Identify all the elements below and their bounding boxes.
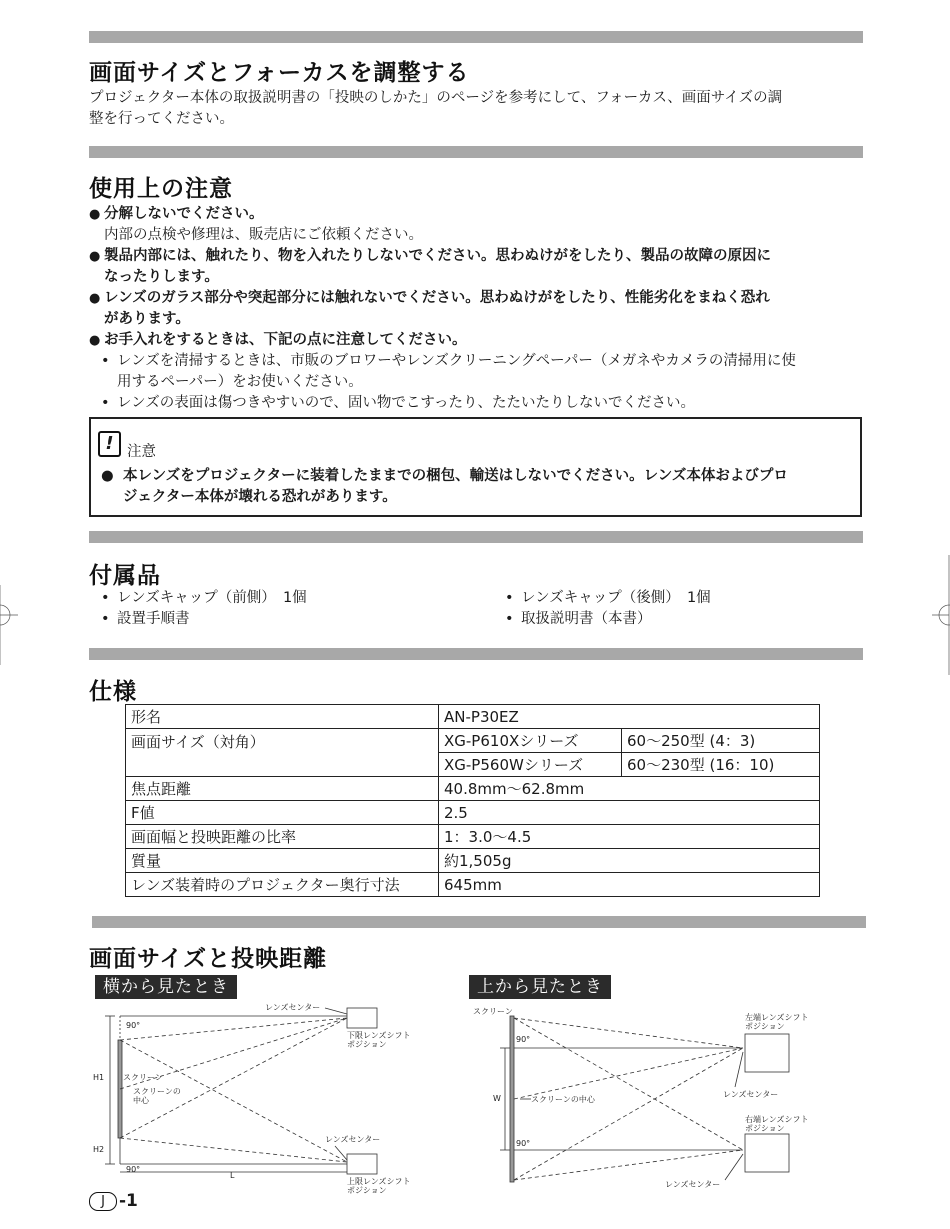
list-item: ● 分解しないでください。 <box>89 204 864 225</box>
table-cell: 質量 <box>126 849 439 873</box>
diagram-label: ポジション <box>745 1022 785 1031</box>
diagram-label: 90° <box>126 1021 141 1030</box>
accessory-item: • レンズキャップ（前側） 1個 <box>89 588 489 609</box>
page-letter: J <box>89 1192 117 1211</box>
caution-label: 注意 <box>127 444 156 460</box>
table-cell: 60〜250型 (4：3) <box>622 729 820 753</box>
accessories-right <box>493 588 863 630</box>
diagram-label: レンズセンター <box>723 1090 779 1099</box>
diagram-label: 下限レンズシフト <box>347 1031 411 1040</box>
list-item: ● お手入れをするときは、下記の点に注意してください。 <box>89 330 864 351</box>
section-title-distance: 画面サイズと投映距離 <box>89 946 328 972</box>
diagram-label: 90° <box>126 1165 141 1174</box>
table-cell: レンズ装着時のプロジェクター奥行寸法 <box>126 873 439 897</box>
section-divider <box>92 916 866 928</box>
diagram-label: 90° <box>516 1139 531 1148</box>
diagram-label: 90° <box>516 1035 531 1044</box>
diagram-label: スクリーンの中心 <box>531 1095 595 1104</box>
top-view-diagram <box>465 1000 825 1195</box>
section-divider <box>89 648 863 660</box>
tag-side-view: 横から見たとき <box>95 975 237 999</box>
table-cell: 60〜230型 (16：10) <box>622 753 820 777</box>
registration-mark-left <box>0 585 20 665</box>
list-item-bullet: • レンズの表面は傷つきやすいので、固い物でこすったり、たたいたりしないでください。 <box>89 393 864 414</box>
table-row <box>126 801 820 825</box>
section-title-focus: 画面サイズとフォーカスを調整する <box>89 60 470 86</box>
diagram-label: ポジション <box>347 1186 387 1195</box>
list-item-sub: 内部の点検や修理は、販売店にご依頼ください。 <box>104 227 423 243</box>
side-view-diagram <box>85 1000 445 1200</box>
table-row <box>126 777 820 801</box>
table-cell: F値 <box>126 801 439 825</box>
diagram-label: レンズセンター <box>265 1003 321 1012</box>
text-line: プロジェクター本体の取扱説明書の「投映のしかた」のページを参考にして、フォーカス、画面サイズの調 <box>89 90 783 106</box>
list-item: ● レンズのガラス部分や突起部分には触れないでください。思わぬけがをしたり、性能劣化をまねく恐れ があります。 <box>89 288 864 330</box>
table-cell: XG-P610Xシリーズ <box>439 729 622 753</box>
exclamation-icon: ! <box>98 431 121 457</box>
diagram-label: レンズセンター <box>665 1180 721 1189</box>
section-divider <box>89 531 863 543</box>
diagram-label: L <box>230 1171 235 1180</box>
table-row <box>126 825 820 849</box>
table-row <box>126 729 820 753</box>
diagram-label: ポジション <box>347 1040 387 1049</box>
table-cell: 画面サイズ（対角） <box>126 729 439 777</box>
accessories-left <box>89 588 489 630</box>
table-cell: AN-P30EZ <box>439 705 820 729</box>
focus-description <box>89 88 864 130</box>
table-cell: 1：3.0〜4.5 <box>439 825 820 849</box>
diagram-label: スクリーン <box>123 1073 163 1082</box>
diagram-label: H2 <box>93 1145 105 1154</box>
diagram-label: 中心 <box>133 1096 149 1105</box>
table-cell: 焦点距離 <box>126 777 439 801</box>
table-cell: 画面幅と投映距離の比率 <box>126 825 439 849</box>
registration-mark-right <box>930 555 950 675</box>
table-row <box>126 705 820 729</box>
text-line: 整を行ってください。 <box>89 111 234 127</box>
table-row <box>126 849 820 873</box>
section-title-accessories: 付属品 <box>89 563 161 589</box>
diagram-label: 左端レンズシフト <box>745 1013 809 1022</box>
diagram-label: 右端レンズシフト <box>745 1115 809 1124</box>
diagram-label: レンズセンター <box>325 1135 381 1144</box>
accessory-item: • 設置手順書 <box>89 609 489 630</box>
diagram-label: H1 <box>93 1073 105 1082</box>
diagram-label: 上限レンズシフト <box>347 1177 411 1186</box>
caution-box <box>89 417 862 517</box>
page-num: -1 <box>119 1191 138 1211</box>
precautions-list <box>89 204 864 414</box>
section-title-precautions: 使用上の注意 <box>89 176 233 202</box>
section-divider <box>89 146 863 158</box>
table-cell: 形名 <box>126 705 439 729</box>
tag-top-view: 上から見たとき <box>469 975 611 999</box>
section-title-specs: 仕様 <box>89 679 137 705</box>
table-cell: 645mm <box>439 873 820 897</box>
page-number <box>89 1191 138 1211</box>
caution-text: ● 本レンズをプロジェクターに装着したままでの梱包、輸送はしないでください。レンズ本体およびプロ ジェクター本体が壊れる恐れがあります。 <box>101 468 788 505</box>
table-cell: 約1,505g <box>439 849 820 873</box>
diagram-label: W <box>493 1094 501 1103</box>
table-row <box>126 873 820 897</box>
accessory-item: • レンズキャップ（後側） 1個 <box>493 588 863 609</box>
section-divider <box>89 31 863 43</box>
accessory-item: • 取扱説明書（本書） <box>493 609 863 630</box>
diagram-label: ポジション <box>745 1124 785 1133</box>
table-cell: 40.8mm〜62.8mm <box>439 777 820 801</box>
diagram-label: スクリーン <box>473 1007 513 1016</box>
list-item: ● 製品内部には、触れたり、物を入れたりしないでください。思わぬけがをしたり、製品の故障の原因に なったりします。 <box>89 246 864 288</box>
table-cell: 2.5 <box>439 801 820 825</box>
list-item-bullet: • レンズを清掃するときは、市販のブロワーやレンズクリーニングペーパー（メガネやカメラの清掃用に使 用するペーパー）をお使いください。 <box>89 351 864 393</box>
spec-table <box>125 704 820 897</box>
table-cell: XG-P560Wシリーズ <box>439 753 622 777</box>
diagram-label: スクリーンの <box>133 1087 181 1096</box>
